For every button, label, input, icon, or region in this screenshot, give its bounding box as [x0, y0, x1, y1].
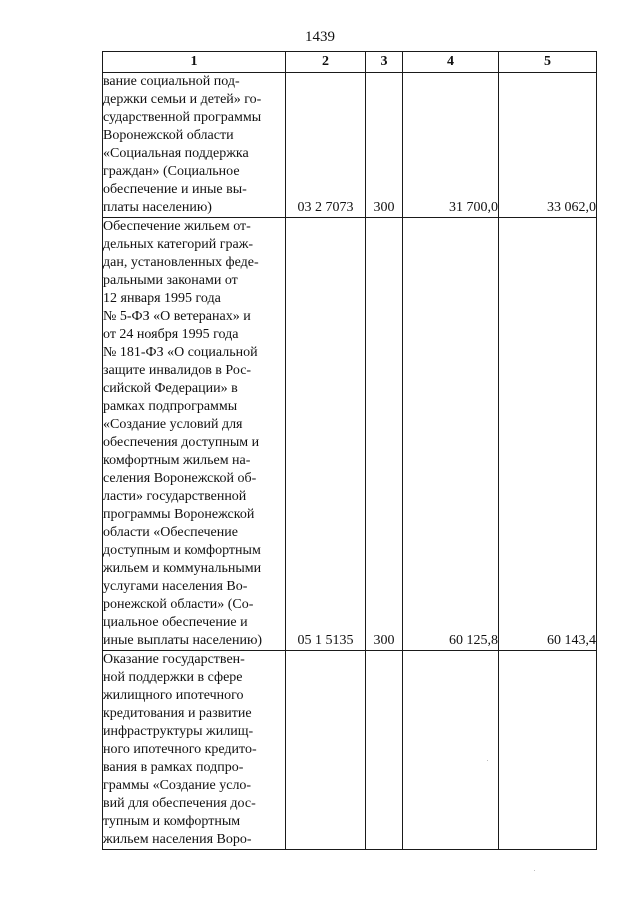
description-line: 12 января 1995 года: [103, 291, 221, 306]
header-row: [103, 52, 597, 73]
description-line: ронежской области» (Со-: [103, 597, 254, 612]
row-description: [103, 73, 286, 218]
description-line: Обеспечение жильем от-: [103, 219, 251, 234]
description-line: вание социальной под-: [103, 74, 240, 89]
description-line: иные выплаты населению): [103, 633, 263, 648]
column-header-4: 4: [403, 52, 499, 73]
column-header-3: 3: [366, 52, 403, 73]
row-description: [103, 651, 286, 850]
description-line: граждан» (Социальное: [103, 164, 240, 179]
budget-table: [102, 51, 597, 850]
description-line: рамках подпрограммы: [103, 399, 238, 414]
description-line: защите инвалидов в Рос-: [103, 363, 252, 378]
description-line: ласти» государственной: [103, 489, 247, 504]
description-line: сийской Федерации» в: [103, 381, 238, 396]
description-line: обеспечение и иные вы-: [103, 182, 247, 197]
scan-speck: [487, 760, 488, 761]
description-line: жилищного ипотечного: [103, 688, 244, 703]
description-line: дельных категорий граж-: [103, 237, 254, 252]
description-line: инфраструктуры жилищ-: [103, 724, 254, 739]
description-line: области «Обеспечение: [103, 525, 238, 540]
description-line: комфортным жильем на-: [103, 453, 251, 468]
amount-column-5: 33 062,0: [499, 73, 597, 218]
description-line: обеспечения доступным и: [103, 435, 260, 450]
table-row: [103, 73, 597, 218]
description-line: селения Воронежской об-: [103, 471, 257, 486]
description-line: тупным и комфортным: [103, 814, 241, 829]
description-line: циальное обеспечение и: [103, 615, 248, 630]
description-line: ного ипотечного кредито-: [103, 742, 257, 757]
description-line: «Социальная поддержка: [103, 146, 249, 161]
amount-column-5: [499, 651, 597, 850]
page-number: 1439: [305, 29, 335, 45]
description-line: программы Воронежской: [103, 507, 255, 522]
description-line: платы населению): [103, 200, 212, 215]
table-row: [103, 651, 597, 850]
amount-column-4: 60 125,8: [403, 218, 499, 651]
budget-code: [286, 651, 366, 850]
table-row: [103, 218, 597, 651]
scan-speck: [534, 870, 535, 871]
description-line: вий для обеспечения дос-: [103, 796, 256, 811]
description-line: кредитования и развитие: [103, 706, 252, 721]
expense-group: 300: [366, 218, 403, 651]
column-header-5: 5: [499, 52, 597, 73]
budget-code: 03 2 7073: [286, 73, 366, 218]
description-line: «Создание условий для: [103, 417, 243, 432]
column-header-2: 2: [286, 52, 366, 73]
description-line: жильем населения Воро-: [103, 832, 252, 847]
description-line: доступным и комфортным: [103, 543, 261, 558]
amount-column-5: 60 143,4: [499, 218, 597, 651]
description-line: ральными законами от: [103, 273, 238, 288]
expense-group: [366, 651, 403, 850]
expense-group: 300: [366, 73, 403, 218]
description-line: № 181-ФЗ «О социальной: [103, 345, 258, 360]
description-line: услугами населения Во-: [103, 579, 248, 594]
description-line: вания в рамках подпро-: [103, 760, 244, 775]
description-line: сударственной программы: [103, 110, 262, 125]
description-line: от 24 ноября 1995 года: [103, 327, 239, 342]
description-line: держки семьи и детей» го-: [103, 92, 262, 107]
budget-code: 05 1 5135: [286, 218, 366, 651]
description-line: Воронежской области: [103, 128, 234, 143]
description-line: № 5-ФЗ «О ветеранах» и: [103, 309, 251, 324]
description-line: Оказание государствен-: [103, 652, 245, 667]
description-line: ной поддержки в сфере: [103, 670, 243, 685]
row-description: [103, 218, 286, 651]
column-header-1: 1: [103, 52, 286, 73]
amount-column-4: [403, 651, 499, 850]
description-line: граммы «Создание усло-: [103, 778, 252, 793]
amount-column-4: 31 700,0: [403, 73, 499, 218]
description-line: жильем и коммунальными: [103, 561, 262, 576]
description-line: дан, установленных феде-: [103, 255, 259, 270]
